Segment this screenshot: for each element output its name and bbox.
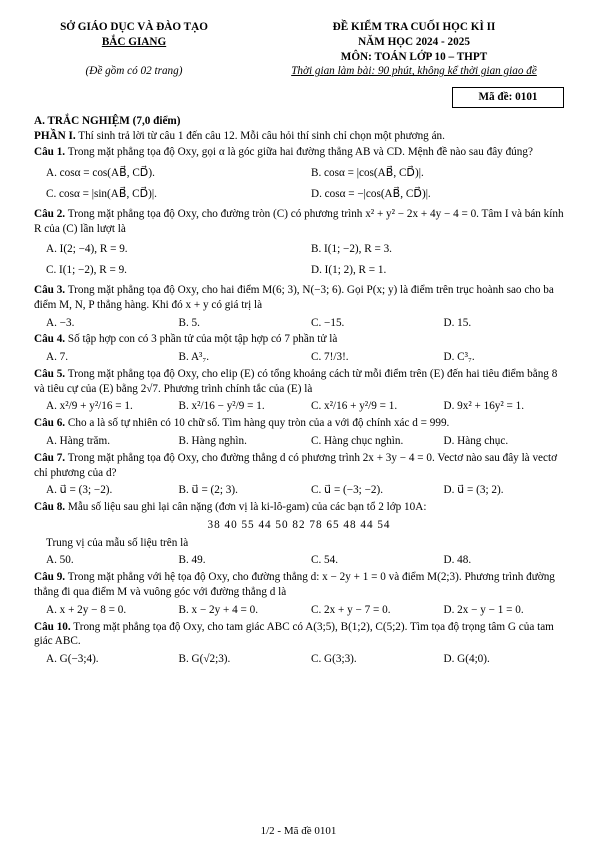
option-b: B. A³₇. [178,351,210,364]
subject: MÔN: TOÁN LỚP 10 – THPT [340,50,488,63]
option-a: A. u⃗ = (3; −2). [46,484,113,497]
option-a: A. −3. [46,316,75,329]
question-10 [34,620,564,667]
question-label: Câu 7. [34,451,66,464]
header-left [34,20,234,79]
question-text: Số tập hợp con có 3 phần tử của một tập hợp có 7 phần tử là [65,333,338,346]
question-6 [34,416,564,449]
question-text: Trong mặt phẳng tọa độ Oxy, cho đường thẳng d có phương trình 2x + 3y − 4 = 0. Vectơ nào sau đây là vectơ chỉ phương của d? [34,451,557,479]
question-2 [34,207,564,281]
option-d: D. 9x² + 16y² = 1. [443,400,525,413]
option-c: C. cosα = |sin(AB⃗, CD⃗)|. [46,188,157,201]
option-c: C. −15. [311,316,345,329]
exam-title: ĐỀ KIỂM TRA CUỐI HỌC KÌ II [332,21,496,33]
question-text: Cho a là số tự nhiên có 10 chữ số. Tìm hàng quy tròn của a với độ chính xác d = 999. [65,417,450,430]
option-d: D. Hàng chục. [443,434,509,447]
option-d: D. I(1; 2), R = 1. [311,264,387,277]
option-a: A. 50. [46,554,74,567]
option-d: D. 15. [443,316,472,329]
part1-text: Thí sinh trả lời từ câu 1 đến câu 12. Mỗi câu hỏi thí sinh chỉ chọn một phương án. [75,129,445,142]
question-label: Câu 3. [34,283,66,296]
question-text: Trong mặt phẳng tọa độ Oxy, cho elip (E) có tổng khoảng cách từ mỗi điểm trên (E) đến hai tiêu điểm bằng 8 và tiêu cự của (E) bằng 2√7. Phương trình chính tắc của (E) là [34,367,558,395]
option-c: C. u⃗ = (−3; −2). [311,484,384,497]
option-c: C. 2x + y − 7 = 0. [311,603,391,616]
option-b: B. x²/16 − y²/9 = 1. [178,400,265,413]
option-a: A. Hàng trăm. [46,434,111,447]
option-b: B. I(1; −2), R = 3. [311,243,392,256]
question-text: Trong mặt phẳng tọa độ Oxy, cho đường tròn (C) có phương trình x² + y² − 2x + 4y − 4 = 0. Tâm I và bán kính R của (C) lần lượt là [34,207,564,235]
question-9 [34,570,564,617]
question-text: Trong mặt phẳng tọa độ Oxy, cho tam giác ABC có A(3;5), B(1;2), C(5;2). Tìm tọa độ trọng tâm G của tam giác ABC. [34,620,554,648]
option-d: D. C³₇. [443,351,475,364]
page-count-note: (Đề gồm có 02 trang) [85,64,183,77]
question-label: Câu 9. [34,571,66,584]
question-7 [34,451,564,498]
question-text: Trong mặt phẳng tọa độ Oxy, cho hai điểm M(6; 3), N(−3; 6). Gọi P(x; y) là điểm trên trục hoành sao cho ba điểm M, N, P thẳng hàng. Khi đó x + y có giá trị là [34,283,554,311]
option-b: B. G(√2;3). [178,653,231,666]
option-a: A. x²/9 + y²/16 = 1. [46,400,133,413]
question-label: Câu 6. [34,417,66,430]
school-year: NĂM HỌC 2024 - 2025 [358,35,470,48]
option-c: C. 7!/3!. [311,351,349,364]
option-b: B. u⃗ = (2; 3). [178,484,238,497]
data-sample: 38 40 55 44 50 82 78 65 48 44 54 [207,518,391,531]
part1-instructions [34,129,564,144]
option-d: D. u⃗ = (3; 2). [443,484,504,497]
question-5 [34,367,564,414]
question-4 [34,332,564,365]
question-label: Câu 8. [34,501,66,514]
province-name: BẮC GIANG [101,35,167,48]
option-b: B. x − 2y + 4 = 0. [178,603,259,616]
header [34,20,564,79]
question-label: Câu 4. [34,333,66,346]
question-label: Câu 1. [34,146,66,159]
option-b: B. Hàng nghìn. [178,434,247,447]
time-note: Thời gian làm bài: 90 phút, không kể thời gian giao đề [291,65,537,78]
section-a-title: A. TRẮC NGHIỆM (7,0 điểm) [34,114,181,127]
question-text: Trong mặt phẳng với hệ tọa độ Oxy, cho đường thẳng d: x − 2y + 1 = 0 và điểm M(2;3). Phương trình đường thẳng đi qua điểm M và vuông góc với đường thẳng d là [34,571,555,598]
header-right [264,20,564,79]
option-c: C. x²/16 + y²/9 = 1. [311,400,398,413]
question-subtext: Trung vị của mẫu số liệu trên là [46,536,189,549]
option-a: A. G(−3;4). [46,653,99,666]
question-text: Trong mặt phẳng tọa độ Oxy, gọi α là góc giữa hai đường thẳng AB và CD. Mệnh đề nào sau đây đúng? [65,146,533,159]
exam-code-box: Mã đề: 0101 [452,87,564,108]
question-label: Câu 10. [34,620,71,633]
option-d: D. 48. [443,554,472,567]
question-label: Câu 2. [34,207,66,220]
department-name: SỞ GIÁO DỤC VÀ ĐÀO TẠO [60,21,208,33]
question-1 [34,145,564,204]
question-text: Mẫu số liệu sau ghi lại cân nặng (đơn vị là ki-lô-gam) của các bạn tổ 2 lớp 10A: [65,501,427,514]
part1-title: PHẦN I. [34,129,76,142]
option-c: C. 54. [311,554,339,567]
exam-page [34,20,564,669]
page-footer: 1/2 - Mã đề 0101 [260,825,337,837]
option-b: B. 49. [178,554,206,567]
option-c: C. I(1; −2), R = 9. [46,264,127,277]
option-a: A. x + 2y − 8 = 0. [46,603,127,616]
option-c: C. Hàng chục nghìn. [311,434,404,447]
question-8 [34,500,564,568]
question-3 [34,283,564,330]
option-b: B. 5. [178,316,200,329]
option-d: D. cosα = −|cos(AB⃗, CD⃗)|. [311,188,431,201]
option-a: A. cosα = cos(AB⃗, CD⃗). [46,167,155,180]
option-c: C. G(3;3). [311,653,357,666]
option-a: A. 7. [46,351,69,364]
option-d: D. 2x − y − 1 = 0. [443,603,524,616]
option-b: B. cosα = |cos(AB⃗, CD⃗)|. [311,167,424,180]
question-label: Câu 5. [34,367,66,380]
option-d: D. G(4;0). [443,653,490,666]
option-a: A. I(2; −4), R = 9. [46,243,128,256]
